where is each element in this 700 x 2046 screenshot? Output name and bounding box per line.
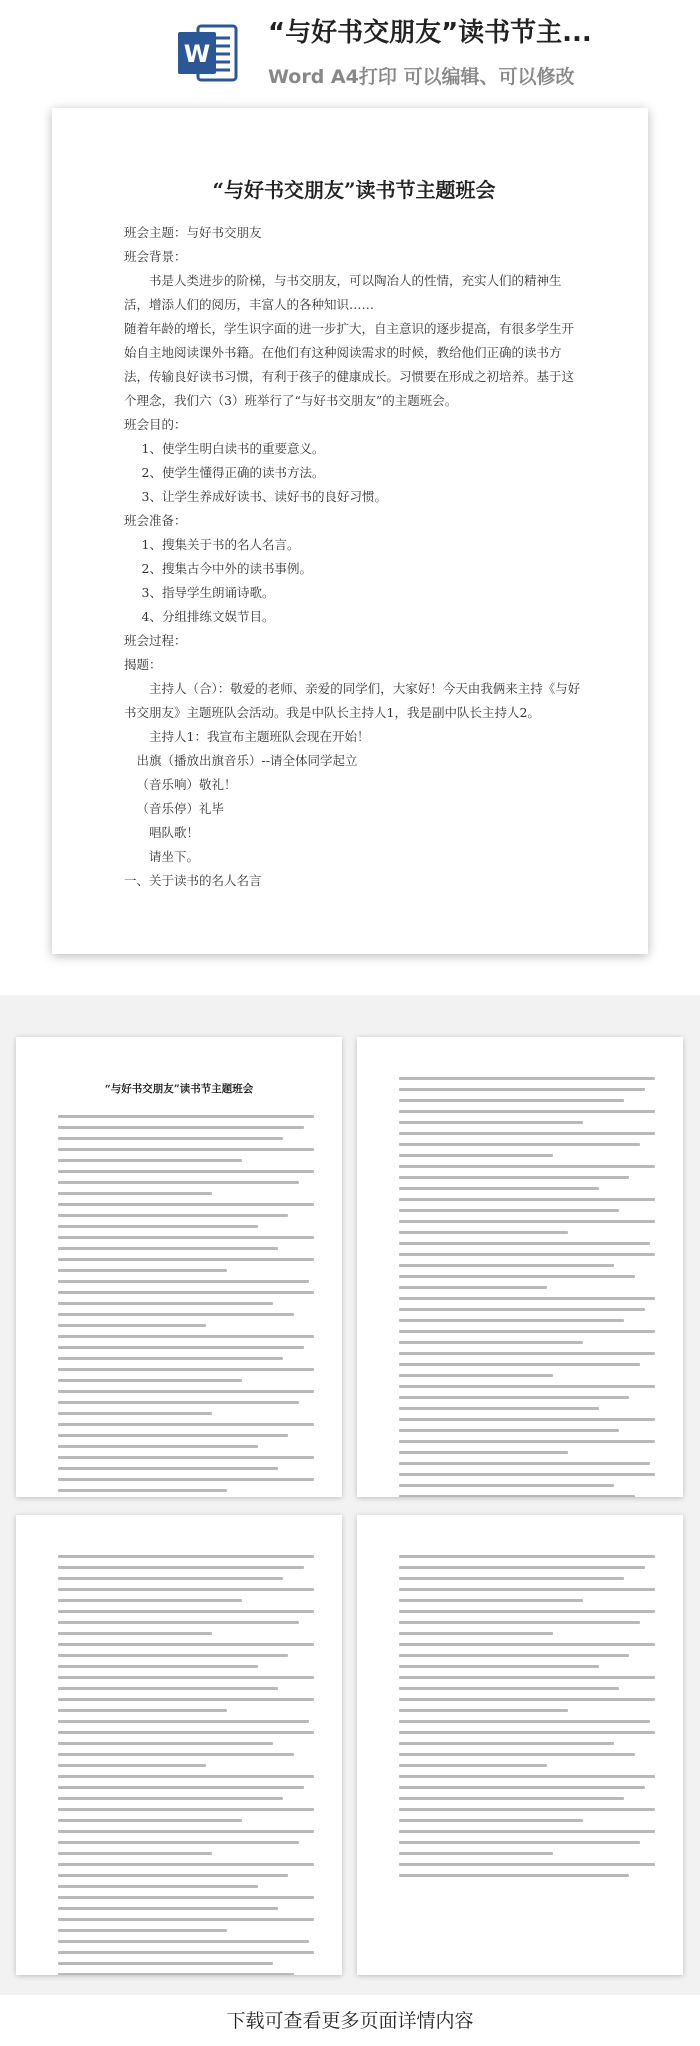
thumbnail-text-line — [399, 1621, 640, 1624]
thumbnail-text-line — [58, 1687, 278, 1690]
thumbnail-text-line — [399, 1407, 599, 1410]
thumbnail-text-line — [399, 1352, 655, 1355]
thumbnail-text-line — [399, 1643, 655, 1646]
thumbnail-text-line — [399, 1429, 619, 1432]
thumbnail-text-line — [58, 1643, 314, 1646]
thumbnail-text-line — [58, 1940, 309, 1943]
thumbnail-text-line — [58, 1478, 314, 1481]
thumbnail-text-line — [399, 1665, 599, 1668]
thumbnail-text-line — [399, 1555, 655, 1558]
thumbnail-text-line — [58, 1269, 227, 1272]
thumbnail-text-line — [58, 1126, 304, 1129]
thumbnail-text-line — [58, 1214, 288, 1217]
thumbnail-text-line — [58, 1445, 258, 1448]
thumbnail-text-line — [399, 1654, 629, 1657]
thumbnail-text-line — [399, 1819, 583, 1822]
thumbnail-text-line — [58, 1115, 314, 1118]
thumbnail-text-line — [399, 1874, 629, 1877]
document-preview-page — [52, 108, 648, 954]
thumbnail-text-line — [399, 1297, 655, 1300]
download-more-link[interactable]: 下载可查看更多页面详情内容 — [226, 2010, 474, 2032]
thumbnail-text-line — [58, 1555, 314, 1558]
thumbnail-text-line — [399, 1440, 655, 1443]
thumbnail-text-line — [58, 1225, 258, 1228]
thumbnail-text-line — [58, 1874, 288, 1877]
thumbnail-gallery — [0, 995, 700, 1995]
thumbnail-text-line — [58, 1742, 273, 1745]
page-thumbnail-4[interactable] — [357, 1515, 683, 1975]
thumbnail-text-line — [399, 1676, 655, 1679]
thumbnail-text-line — [58, 1599, 242, 1602]
doc-paragraph: 主持人1：我宣布主题班队会现在开始！ — [149, 729, 370, 744]
doc-paragraph: 书是人类进步的阶梯，与书交朋友，可以陶冶人的性情，充实人们的精神生活，增添人们的阅历，丰富人的各种知识…… — [124, 273, 562, 312]
thumbnail-text-line — [399, 1286, 547, 1289]
thumbnail-text-line — [399, 1786, 645, 1789]
doc-paragraph: 出旗（播放出旗音乐）--请全体同学起立 — [136, 753, 358, 768]
doc-paragraph: 班会目的： — [124, 417, 187, 432]
thumbnail-text-line — [58, 1632, 212, 1635]
thumbnail-text-line — [399, 1709, 568, 1712]
thumbnail-text-line — [399, 1154, 553, 1157]
thumbnail-text-line — [58, 1709, 227, 1712]
thumbnail-text-line — [399, 1088, 645, 1091]
thumbnail-text-line — [399, 1264, 614, 1267]
thumbnail-text-line — [399, 1797, 624, 1800]
page-thumbnail-1[interactable] — [16, 1037, 342, 1497]
doc-paragraph: 主持人（合）：敬爱的老师、亲爱的同学们，大家好！今天由我俩来主持《与好书交朋友》主题班队会活动。我是中队长主持人1，我是副中队长主持人2。 — [124, 681, 581, 720]
doc-paragraph: 1、使学生明白读书的重要意义。 — [141, 441, 325, 456]
thumbnail-text-line — [399, 1742, 614, 1745]
thumbnail-text-line — [58, 1753, 294, 1756]
thumbnail-text-line — [399, 1610, 655, 1613]
thumbnail-text-line — [399, 1588, 655, 1591]
doc-paragraph: 4、分组排练文娱节目。 — [141, 609, 275, 624]
thumbnail-text-line — [399, 1077, 655, 1080]
thumbnail-text-line — [58, 1236, 314, 1239]
thumbnail-text-line — [399, 1599, 583, 1602]
thumbnail-text-line — [58, 1698, 314, 1701]
thumbnail-text-line — [58, 1566, 304, 1569]
thumbnail-text-line — [58, 1797, 283, 1800]
document-subtitle: Word A4打印 可以编辑、可以修改 — [268, 66, 575, 88]
thumbnail-text-line — [399, 1165, 655, 1168]
thumbnail-text-line — [399, 1275, 635, 1278]
thumbnail-text-line — [58, 1852, 212, 1855]
thumbnail-text-line — [58, 1841, 299, 1844]
header — [0, 0, 700, 96]
thumbnail-text-line — [58, 1247, 278, 1250]
thumbnail-text-lines — [58, 1115, 314, 1497]
thumbnail-text-line — [58, 1896, 314, 1899]
thumbnail-text-line — [58, 1280, 309, 1283]
thumbnail-text-line — [399, 1830, 655, 1833]
thumbnail-text-line — [58, 1291, 314, 1294]
thumbnail-text-line — [399, 1363, 640, 1366]
thumbnail-text-line — [58, 1335, 314, 1338]
thumbnail-text-line — [399, 1852, 553, 1855]
thumbnail-text-line — [399, 1198, 655, 1201]
thumbnail-text-lines — [399, 1077, 655, 1497]
thumbnail-text-line — [58, 1192, 212, 1195]
thumbnail-text-lines — [399, 1555, 655, 1885]
doc-paragraph: 班会准备： — [124, 513, 187, 528]
thumbnail-text-line — [58, 1654, 288, 1657]
thumbnail-title: “与好书交朋友”读书节主题班会 — [104, 1083, 254, 1095]
doc-paragraph: 唱队歌！ — [149, 825, 200, 840]
thumbnail-text-line — [399, 1720, 650, 1723]
thumbnail-text-line — [399, 1753, 635, 1756]
thumbnail-text-line — [58, 1610, 314, 1613]
thumbnail-text-line — [58, 1764, 206, 1767]
thumbnail-text-line — [58, 1621, 299, 1624]
thumbnail-text-line — [58, 1181, 299, 1184]
thumbnail-text-line — [399, 1577, 624, 1580]
thumbnail-text-line — [399, 1687, 619, 1690]
thumbnail-text-line — [58, 1401, 299, 1404]
doc-paragraph: 1、搜集关于书的名人名言。 — [141, 537, 300, 552]
thumbnail-text-line — [58, 1830, 314, 1833]
thumbnail-text-line — [58, 1390, 314, 1393]
thumbnail-text-line — [58, 1379, 242, 1382]
thumbnail-text-line — [399, 1341, 583, 1344]
page-thumbnail-3[interactable] — [16, 1515, 342, 1975]
thumbnail-text-line — [58, 1203, 314, 1206]
thumbnail-text-line — [58, 1170, 314, 1173]
thumbnail-text-line — [399, 1418, 655, 1421]
thumbnail-text-line — [399, 1484, 614, 1487]
doc-paragraph: （音乐响）敬礼！ — [136, 777, 237, 792]
thumbnail-text-line — [58, 1148, 314, 1151]
thumbnail-text-line — [399, 1495, 635, 1497]
doc-paragraph: 一、关于读书的名人名言 — [124, 873, 262, 888]
thumbnail-text-line — [399, 1308, 645, 1311]
thumbnail-text-line — [58, 1368, 314, 1371]
thumbnail-text-line — [399, 1698, 655, 1701]
thumbnail-text-line — [58, 1423, 314, 1426]
thumbnail-text-line — [399, 1566, 645, 1569]
thumbnail-text-line — [58, 1456, 314, 1459]
thumbnail-text-line — [58, 1489, 227, 1492]
thumbnail-text-line — [58, 1929, 227, 1932]
doc-paragraph: 随着年龄的增长，学生识字面的进一步扩大，自主意识的逐步提高，有很多学生开始自主地阅读课外书籍。在他们有这种阅读需求的时候，教给他们正确的读书方法，传输良好读书习惯，有利于孩子的健康成长。习惯要在形成之初培养。基于这个理念，我们六（3）班举行了“与好书交朋友”的主题班会。 — [124, 321, 575, 408]
thumbnail-text-line — [58, 1357, 283, 1360]
thumbnail-text-line — [399, 1319, 624, 1322]
doc-paragraph: 揭题： — [124, 657, 162, 672]
doc-paragraph: 3、指导学生朗诵诗歌。 — [141, 585, 275, 600]
thumbnail-text-line — [58, 1731, 314, 1734]
doc-paragraph: 2、使学生懂得正确的读书方法。 — [141, 465, 325, 480]
thumbnail-text-line — [399, 1764, 547, 1767]
thumbnail-text-line — [58, 1918, 314, 1921]
thumbnail-text-line — [58, 1775, 314, 1778]
thumbnail-text-line — [399, 1143, 640, 1146]
doc-paragraph: 2、搜集古今中外的读书事例。 — [141, 561, 312, 576]
thumbnail-text-line — [399, 1253, 655, 1256]
thumbnail-text-line — [58, 1159, 242, 1162]
thumbnail-text-line — [58, 1588, 314, 1591]
document-body — [124, 174, 584, 893]
thumbnail-text-line — [399, 1099, 624, 1102]
thumbnail-text-line — [399, 1187, 599, 1190]
thumbnail-text-line — [399, 1473, 655, 1476]
thumbnail-text-line — [399, 1632, 553, 1635]
thumbnail-text-line — [399, 1841, 640, 1844]
thumbnail-text-line — [58, 1137, 283, 1140]
thumbnail-text-line — [58, 1951, 314, 1954]
word-document-icon — [176, 20, 240, 86]
thumbnail-text-line — [399, 1462, 650, 1465]
doc-paragraph: （音乐停）礼毕 — [136, 801, 225, 816]
thumbnail-text-line — [399, 1110, 655, 1113]
thumbnail-text-line — [399, 1121, 583, 1124]
thumbnail-text-line — [58, 1467, 278, 1470]
thumbnail-text-line — [399, 1808, 655, 1811]
thumbnail-text-line — [58, 1412, 212, 1415]
thumbnail-text-line — [58, 1962, 273, 1965]
thumbnail-text-line — [58, 1258, 314, 1261]
page-thumbnail-2[interactable] — [357, 1037, 683, 1497]
thumbnail-text-line — [399, 1132, 655, 1135]
thumbnail-text-line — [58, 1808, 314, 1811]
doc-paragraph: 班会过程： — [124, 633, 187, 648]
thumbnail-text-line — [58, 1313, 294, 1316]
doc-heading: “与好书交朋友”读书节主题班会 — [212, 178, 496, 202]
thumbnail-text-line — [399, 1242, 650, 1245]
thumbnail-text-line — [58, 1665, 258, 1668]
thumbnail-text-line — [58, 1346, 304, 1349]
svg-text:W: W — [183, 40, 211, 68]
doc-paragraph: 请坐下。 — [149, 849, 200, 864]
thumbnail-text-line — [58, 1786, 304, 1789]
doc-paragraph: 3、让学生养成好读书、读好书的良好习惯。 — [141, 489, 387, 504]
thumbnail-text-line — [399, 1330, 655, 1333]
thumbnail-text-line — [58, 1720, 309, 1723]
thumbnail-text-line — [58, 1302, 273, 1305]
thumbnail-text-line — [58, 1676, 314, 1679]
document-title: “与好书交朋友”读书节主... — [268, 18, 592, 48]
doc-paragraphs — [124, 221, 584, 893]
thumbnail-text-line — [58, 1885, 258, 1888]
thumbnail-text-line — [399, 1863, 655, 1866]
thumbnail-text-line — [399, 1396, 629, 1399]
thumbnail-text-line — [58, 1434, 288, 1437]
thumbnail-text-line — [58, 1577, 283, 1580]
thumbnail-text-line — [58, 1324, 206, 1327]
thumbnail-text-line — [399, 1731, 655, 1734]
doc-paragraph: 班会主题：与好书交朋友 — [124, 225, 262, 240]
thumbnail-text-line — [399, 1451, 568, 1454]
thumbnail-text-line — [399, 1209, 619, 1212]
thumbnail-text-line — [399, 1231, 568, 1234]
thumbnail-text-line — [58, 1907, 278, 1910]
thumbnail-text-line — [399, 1385, 655, 1388]
thumbnail-text-line — [399, 1775, 655, 1778]
thumbnail-text-lines — [58, 1555, 314, 1975]
thumbnail-text-line — [399, 1220, 655, 1223]
thumbnail-text-line — [58, 1819, 242, 1822]
doc-paragraph: 班会背景： — [124, 249, 187, 264]
thumbnail-text-line — [58, 1863, 314, 1866]
thumbnail-text-line — [58, 1973, 294, 1975]
thumbnail-text-line — [399, 1176, 629, 1179]
thumbnail-text-line — [399, 1374, 553, 1377]
